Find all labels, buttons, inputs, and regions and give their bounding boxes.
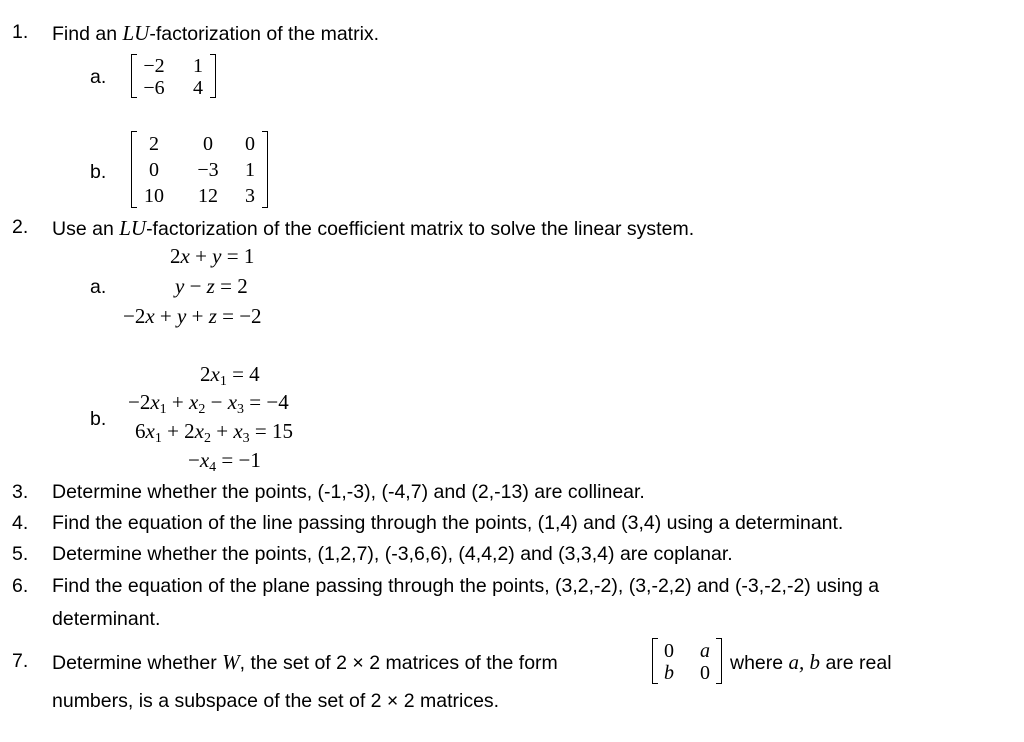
problem-2b-label: b.	[90, 408, 107, 430]
problem-4-number: 4.	[12, 512, 29, 534]
matrix-cell: −3	[197, 159, 219, 181]
problem-2-statement: Use an LU-factorization of the coefficient matrix to solve the linear system.	[52, 216, 695, 240]
right-bracket	[262, 131, 268, 208]
system-2b-eq3: 6x1 + 2x2 + x3 = 15	[135, 419, 294, 446]
system-2a-eq1: 2x + y = 1	[170, 244, 255, 268]
system-2b-eq1: 2x1 = 4	[200, 362, 260, 389]
matrix-cell: 12	[198, 185, 218, 207]
matrix-cell: 3	[245, 185, 255, 207]
matrix-cell: 0	[245, 133, 255, 155]
problem-6-statement-line2: determinant.	[52, 608, 161, 630]
system-2b-eq4: −x4 = −1	[188, 448, 261, 475]
problem-1a-label: a.	[90, 66, 107, 88]
matrix-cell: 2	[149, 133, 159, 155]
matrix-cell: −2	[143, 55, 165, 77]
matrix-cell: a	[700, 640, 710, 662]
problem-7-matrix	[652, 638, 722, 684]
system-2a-eq2: y − z = 2	[175, 274, 248, 298]
problem-1-number: 1.	[12, 21, 29, 43]
problem-1a-matrix	[131, 54, 216, 98]
problem-6-statement-line1: Find the equation of the plane passing through the points, (3,2,-2), (3,-2,2) and (-3,-2,-2) using a	[52, 575, 880, 597]
problem-7-statement-line2: numbers, is a subspace of the set of 2 × 2 matrices.	[52, 690, 500, 712]
matrix-cell: −6	[143, 77, 165, 99]
matrix-cell: 4	[193, 77, 203, 99]
right-bracket	[716, 638, 722, 684]
matrix-cell: 0	[149, 159, 159, 181]
system-2a-eq3: −2x + y + z = −2	[123, 304, 262, 328]
problem-7-number: 7.	[12, 650, 29, 672]
matrix-cell: 1	[245, 159, 255, 181]
problem-7-statement-part2: where a, b are real	[730, 650, 892, 674]
problem-2a-label: a.	[90, 276, 107, 298]
problem-6-number: 6.	[12, 575, 29, 597]
problem-3-number: 3.	[12, 481, 29, 503]
problem-4-statement: Find the equation of the line passing through the points, (1,4) and (3,4) using a determinant.	[52, 512, 844, 534]
matrix-cell: 1	[193, 55, 203, 77]
problem-5-statement: Determine whether the points, (1,2,7), (-3,6,6), (4,4,2) and (3,3,4) are coplanar.	[52, 543, 733, 565]
matrix-cell: 10	[144, 185, 164, 207]
problem-2-number: 2.	[12, 216, 29, 238]
system-2b-eq2: −2x1 + x2 − x3 = −4	[128, 390, 289, 417]
problem-1b-matrix	[131, 131, 268, 208]
problem-3-statement: Determine whether the points, (-1,-3), (-4,7) and (2,-13) are collinear.	[52, 481, 645, 503]
problem-5-number: 5.	[12, 543, 29, 565]
matrix-cell: 0	[664, 640, 674, 662]
matrix-cell: 0	[700, 662, 710, 684]
right-bracket	[210, 54, 216, 98]
problem-1-statement: Find an LU-factorization of the matrix.	[52, 21, 380, 45]
matrix-cell: b	[664, 662, 674, 684]
problem-1b-label: b.	[90, 161, 107, 183]
matrix-cell: 0	[203, 133, 213, 155]
problem-7-statement-part1: Determine whether W, the set of 2 × 2 matrices of the form	[52, 650, 558, 674]
